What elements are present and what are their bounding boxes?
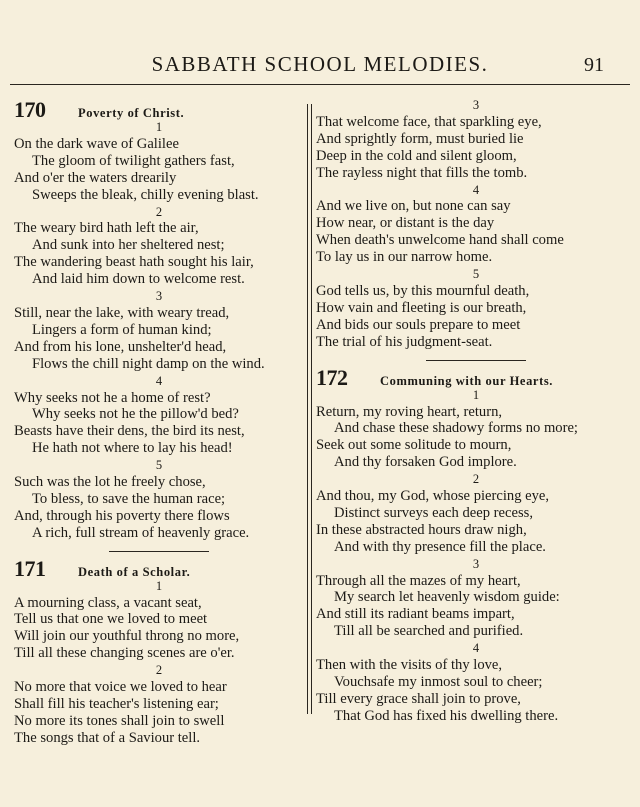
hymn-171 <box>14 556 304 747</box>
header-rule <box>10 84 630 85</box>
stanza <box>14 288 304 373</box>
verse-line: Shall fill his teacher's listening ear; <box>14 696 219 712</box>
verse-line: Till all be searched and purified. <box>334 623 524 640</box>
running-header: SABBATH SCHOOL MELODIES. <box>151 52 489 76</box>
verse-line: The weary bird hath left the air, <box>14 220 199 237</box>
verse-line: The gloom of twilight gathers fast, <box>32 152 235 169</box>
verse-line: God tells us, by this mournful death, <box>316 282 530 299</box>
verse-line: On the dark wave of Galilee <box>14 135 179 152</box>
verse-line: He hath not where to lay his head! <box>32 440 233 457</box>
verse-line: The rayless night that fills the tomb. <box>316 164 528 181</box>
verse-line: And bids our souls prepare to meet <box>316 316 521 333</box>
stanza <box>14 662 304 747</box>
verse-line: How vain and fleeting is our breath, <box>316 299 527 316</box>
verse-line: My search let heavenly wisdom guide: <box>334 589 560 606</box>
verse-line: That God has fixed his dwelling there. <box>334 707 559 724</box>
stanza <box>14 457 304 542</box>
page-number: 91 <box>584 54 604 76</box>
stanza <box>316 556 636 641</box>
verse-line: To lay us in our narrow home. <box>316 249 493 266</box>
stanza <box>316 471 636 556</box>
verse-line: Seek out some solitude to mourn, <box>316 437 512 454</box>
column-divider <box>311 104 312 714</box>
stanza-number: 1 <box>155 120 163 134</box>
verse-line: And chase these shadowy forms no more; <box>334 420 578 437</box>
verse-line: And thy forsaken God implore. <box>334 454 517 471</box>
verse-line: And sprightly form, must buried lie <box>316 130 524 147</box>
right-column <box>316 97 636 725</box>
verse-line: How near, or distant is the day <box>316 215 495 232</box>
verse-line: Sweeps the bleak, chilly evening blast. <box>32 186 259 203</box>
verse-line: Beasts have their dens, the bird its nest, <box>14 423 245 440</box>
hymn-separator-rule <box>426 360 526 361</box>
stanza <box>316 640 636 725</box>
stanza-number: 3 <box>155 289 163 304</box>
left-column <box>14 97 304 747</box>
stanza-number: 2 <box>472 472 480 487</box>
hymn-heading <box>14 555 304 581</box>
verse-line: The songs that of a Saviour tell. <box>14 729 201 746</box>
verse-line: Deep in the cold and silent gloom, <box>316 147 517 164</box>
hymn-separator-rule <box>109 551 209 552</box>
verse-line: Then with the visits of thy love, <box>316 657 503 674</box>
stanza <box>316 182 636 267</box>
verse-line: Such was the lot he freely chose, <box>14 474 206 491</box>
column-divider <box>307 104 308 714</box>
stanza-number: 5 <box>155 458 163 473</box>
stanza <box>14 578 304 663</box>
verse-line: Lingers a form of human kind; <box>32 321 212 338</box>
hymn-171-continued <box>316 97 636 351</box>
stanza-number: 4 <box>472 641 480 656</box>
stanza <box>316 387 636 472</box>
verse-line: Through all the mazes of my heart, <box>316 572 521 589</box>
verse-line: Till every grace shall join to prove, <box>316 690 521 707</box>
hymn-number: 172 <box>316 364 348 390</box>
verse-line: Why seeks not he the pillow'd bed? <box>32 406 239 423</box>
hymn-title: Communing with our Hearts. <box>380 373 554 388</box>
verse-line: And o'er the waters drearily <box>14 169 177 186</box>
verse-line: And still its radiant beams impart, <box>316 606 515 623</box>
stanza-number: 1 <box>155 578 163 593</box>
verse-line: No more its tones shall join to swell <box>14 712 225 729</box>
verse-line: Vouchsafe my inmost soul to cheer; <box>334 674 543 690</box>
stanza-number: 4 <box>155 373 163 388</box>
verse-line: When death's unwelcome hand shall come <box>316 232 564 249</box>
stanza <box>316 266 636 351</box>
hymn-title: Death of a Scholar. <box>78 564 191 579</box>
stanza <box>14 119 304 204</box>
verse-line: Return, my roving heart, return, <box>316 403 503 420</box>
verse-line: Till all these changing scenes are o'er. <box>14 645 235 662</box>
stanza-number: 2 <box>155 663 163 678</box>
stanza-number: 5 <box>472 267 480 282</box>
hymn-number: 170 <box>14 97 46 122</box>
verse-line: No more that voice we loved to hear <box>14 679 227 696</box>
verse-line: Still, near the lake, with weary tread, <box>14 304 230 321</box>
verse-line: And with thy presence fill the place. <box>334 538 546 555</box>
stanza <box>14 204 304 289</box>
verse-line: In these abstracted hours draw nigh, <box>316 521 527 538</box>
verse-line: And, through his poverty there flows <box>14 507 230 524</box>
verse-line: The trial of his judgment-seat. <box>316 333 493 350</box>
stanza-number: 2 <box>155 204 163 219</box>
hymn-172 <box>316 365 636 725</box>
verse-line: And laid him down to welcome rest. <box>32 271 245 288</box>
verse-line: A rich, full stream of heavenly grace. <box>32 524 250 541</box>
hymn-heading <box>316 364 636 390</box>
stanza-number: 1 <box>472 387 480 402</box>
stanza <box>14 373 304 458</box>
stanza-number: 3 <box>472 556 480 571</box>
hymn-heading <box>14 97 304 122</box>
verse-line: And sunk into her sheltered nest; <box>32 237 225 254</box>
hymn-170 <box>14 97 304 542</box>
verse-line: The wandering beast hath sought his lair, <box>14 254 254 271</box>
verse-line: Why seeks not he a home of rest? <box>14 389 211 406</box>
verse-line: A mourning class, a vacant seat, <box>14 594 202 611</box>
verse-line: To bless, to save the human race; <box>32 490 226 507</box>
stanza-number: 4 <box>472 182 480 197</box>
verse-line: And from his lone, unshelter'd head, <box>14 338 227 355</box>
stanza <box>316 97 636 182</box>
stanza-number: 3 <box>472 98 480 112</box>
verse-line: And thou, my God, whose piercing eye, <box>316 488 550 505</box>
verse-line: Flows the chill night damp on the wind. <box>32 355 265 372</box>
verse-line: Will join our youthful throng no more, <box>14 628 240 645</box>
hymn-title: Poverty of Christ. <box>78 106 185 120</box>
verse-line: That welcome face, that sparkling eye, <box>316 113 542 130</box>
verse-line: And we live on, but none can say <box>316 198 511 215</box>
hymn-number: 171 <box>14 555 46 581</box>
verse-line: Distinct surveys each deep recess, <box>334 504 533 521</box>
verse-line: Tell us that one we loved to meet <box>14 611 208 628</box>
